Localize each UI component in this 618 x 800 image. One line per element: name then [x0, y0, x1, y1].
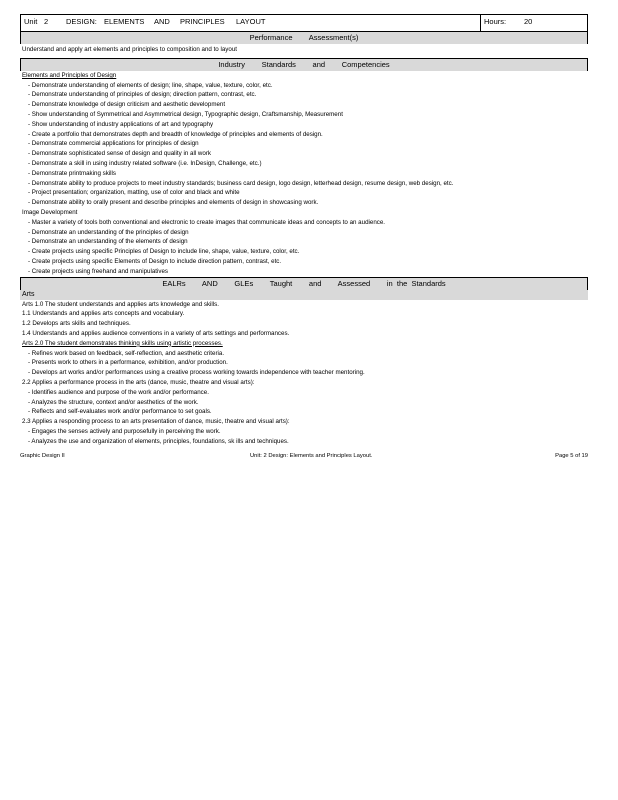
ealr-line: - Refines work based on feedback, self-reflection, and aesthetic criteria.	[28, 349, 225, 357]
ealr-line: 2.3 Applies a responding process to an arts presentation of dance, music, theatre and visual arts):	[22, 418, 290, 426]
ealr-line: 1.4 Understands and applies audience conventions in a variety of arts settings and performances.	[22, 329, 290, 337]
ealr-line: - Reflects and self-evaluates work and/or performance to set goals.	[28, 408, 212, 416]
list-item: - Demonstrate ability to produce projects to meet industry standards; business card design, logo design, letterhead design, resume design, web design, etc.	[28, 179, 454, 187]
list-item: - Demonstrate sophisticated sense of design and quality in all work	[28, 150, 211, 158]
ealrs-subject: Arts	[20, 290, 588, 300]
list-item: - Demonstrate a skill in using industry related software (i.e. InDesign, Challenge, etc.)	[28, 159, 262, 167]
ealr-line: - Identifies audience and purpose of the work and/or performance.	[28, 388, 209, 396]
list-item: - Create projects using specific Elements of Design to include direction pattern, contrast, etc.	[28, 257, 282, 265]
ealr-line: - Develops art works and/or performances using a creative process working towards independence with teacher mentoring.	[28, 369, 365, 377]
list-item: - Demonstrate knowledge of design criticism and aesthetic development	[28, 101, 226, 109]
elements-principles-list	[20, 81, 588, 208]
industry-heading: Industry Standards and Competencies	[20, 58, 588, 71]
list-item: - Create a portfolio that demonstrates depth and breadth of knowledge of principles and elements of design.	[28, 130, 323, 138]
performance-heading: Performance Assessment(s)	[20, 32, 588, 44]
hours-label: Hours:	[484, 17, 507, 26]
ealr-line: Arts 1.0 The student understands and applies arts knowledge and skills.	[22, 300, 219, 308]
list-item: - Master a variety of tools both conventional and electronic to create images that communicate ideas and concepts to an audience.	[28, 218, 386, 226]
footer-unit: Unit: 2 Design: Elements and Principles Layout.	[250, 453, 373, 459]
ealr-line: 2.2 Applies a performance process in the arts (dance, music, theatre and visual arts):	[22, 378, 255, 386]
unit-title	[21, 15, 481, 31]
ealr-line: - Engages the senses actively and purposefully in perceiving the work.	[28, 427, 221, 435]
hours-cell	[481, 15, 587, 31]
list-item: - Create projects using specific Principles of Design to include line, shape, value, texture, color, etc.	[28, 248, 300, 256]
unit-title-word-and: AND	[154, 17, 170, 26]
list-item: - Project presentation; organization, matting, use of color and black and white	[28, 189, 240, 197]
ealr-line: Arts 2.0 The student demonstrates thinking skills using artistic processes.	[22, 339, 223, 347]
page-footer	[20, 453, 588, 459]
list-item: - Demonstrate an understanding of the principles of design	[28, 228, 189, 236]
list-item: - Demonstrate commercial applications for principles of design	[28, 140, 199, 148]
ealr-line: 1.1 Understands and applies arts concepts and vocabulary.	[22, 310, 185, 318]
unit-title-word-design: DESIGN:	[66, 17, 97, 26]
section-title-elements-principles: Elements and Principles of Design	[22, 71, 117, 79]
footer-page-number: Page 5 of 19	[555, 453, 588, 459]
hours-value: 20	[524, 17, 533, 26]
document-page	[20, 14, 588, 446]
ealr-line: - Presents work to others in a performance, exhibition, and/or production.	[28, 359, 228, 367]
ealr-line: - Analyzes the use and organization of elements, principles, foundations, sk ills and techniques.	[28, 437, 289, 445]
section-title-image-development: Image Development	[22, 208, 78, 216]
unit-number: 2	[44, 17, 49, 26]
unit-label: Unit	[24, 17, 38, 26]
unit-title-word-layout: LAYOUT	[236, 17, 266, 26]
ealrs-list	[20, 300, 588, 447]
image-development-list	[20, 218, 588, 277]
list-item: - Demonstrate understanding of elements of design; line, shape, value, texture, color, etc.	[28, 81, 273, 89]
list-item: - Demonstrate printmaking skills	[28, 169, 117, 177]
unit-header-row	[20, 14, 588, 32]
list-item: - Create projects using freehand and manipulatives	[28, 267, 168, 275]
ealrs-heading: EALRs AND GLEs Taught and Assessed in the Standards	[20, 277, 588, 290]
footer-course: Graphic Design II	[20, 453, 65, 459]
ealr-line: - Analyzes the structure, context and/or aesthetics of the work.	[28, 398, 199, 406]
list-item: - Show understanding of industry applications of art and typography	[28, 120, 214, 128]
list-item: - Demonstrate understanding of principles of design; direction pattern, contrast, etc.	[28, 91, 257, 99]
unit-title-word-elements: ELEMENTS	[104, 17, 145, 26]
list-item: - Demonstrate an understanding of the elements of design	[28, 238, 188, 246]
performance-text: Understand and apply art elements and principles to composition and to layout	[22, 46, 237, 53]
unit-title-word-principles: PRINCIPLES	[180, 17, 225, 26]
ealr-line: 1.2 Develops arts skills and techniques.	[22, 320, 131, 328]
list-item: - Show understanding of Symmetrical and Asymmetrical design, Typographic design, Craftsmanship, Measurement	[28, 110, 343, 118]
list-item: - Demonstrate ability to orally present and describe principles and elements of design in showcasing work.	[28, 199, 319, 207]
